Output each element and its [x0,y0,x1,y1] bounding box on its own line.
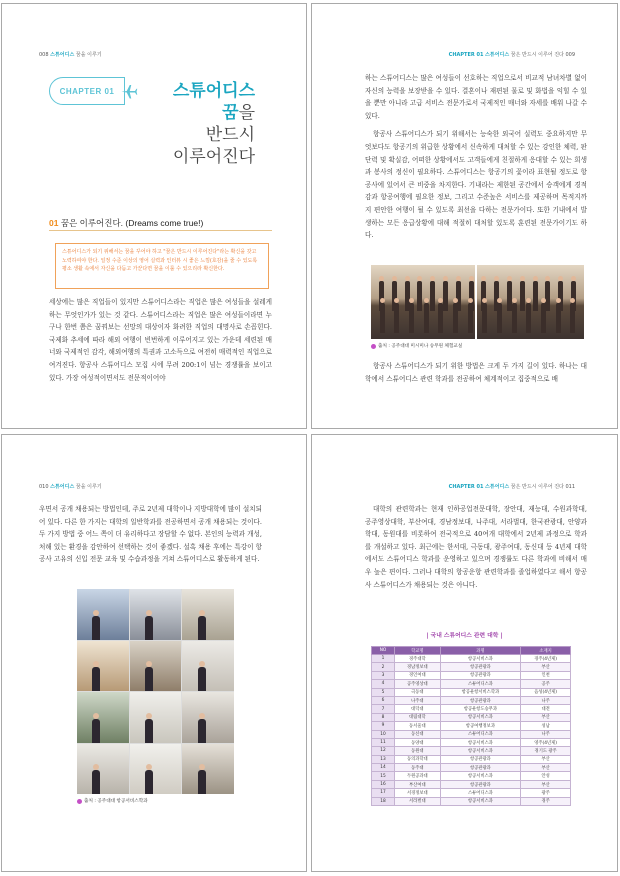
table-row [372,722,571,730]
table-body [372,655,571,806]
table-row [372,780,571,788]
row-number: 13 [372,755,395,763]
caption-text: 출처 : 공주대대 미시미나 승무원 체험교실 [378,344,463,349]
chapter-title-line-1: 스튜어디스 [172,81,255,100]
chapter-title [173,80,255,168]
school-name: 동서울대 [395,722,441,730]
running-header [449,51,575,58]
cabin-crew-group-photo [371,265,584,339]
row-number: 6 [372,696,395,704]
collage-photo [77,692,129,743]
department-name: 항공서비스과 [440,747,521,755]
department-name: 항공서비스과 [440,797,521,805]
chapter-title-line-4: 이루어진다 [172,147,255,166]
table-row [372,764,571,772]
department-name: 스튜어디스과 [440,680,521,688]
location: 공주 [521,680,571,688]
paragraph: 항공사 스튜어디스가 되기 위해서는 능숙한 외국어 실력도 중요하지만 무엇보다도 항공기의 위급한 상황에서 신속하게 대처할 수 있는 강인한 체력, 판단력 및 확실감, 어떠한 상황에서도 고객들에게 친절하게 응대할 수 있는 희생과 봉사의 정신이 필요하다. 스튜어디스는 항공기의 꽃이라 표현될 정도로 항공사에 있어서 큰 비중을 차지한다. 기내라는 제한된 공간에서 승객에게 경적감과 항공여행에 필요한 정보, 그리고 수준높은 서비스를 제공하며 목적지까지 편안한 여행이 될 수 있도록 최선을 다하는 전문가이다. 또한 기내에서 발생하는 모든 응급상황에 대해 적절히 대처할 있도록 훈련된 전문가이기도 하다. [365,130,587,240]
location: 광주 [521,789,571,797]
row-number: 5 [372,688,395,696]
table-row [372,738,571,746]
department-name: 항공관광과 [440,663,521,671]
row-number: 2 [372,663,395,671]
row-number: 17 [372,789,395,797]
paragraph: 우면서 공개 채용되는 방법인데, 주로 2년제 대학이나 지방대학에 많이 설치되어 있다. 다른 한 가지는 대학의 일반학과를 전공하면서 공개 채용되는 것이다. 두 가지 방법 중 어느 쪽이 더 유리하다고 장담할 수 없다. 본인의 능력과 개성, 처해 있는 환경을 감안하여 선택하는 것이 좋겠다. 설혹 채용 후에는 특강이 항공사 고유의 신입 전문 교육 및 수습과정을 거쳐 스튜어디스로 활동하게 된다. [39,505,262,564]
section-heading [49,217,203,229]
collage-photo [130,589,182,640]
department-name: 항공운항도승무과 [440,705,521,713]
page-011 [311,434,618,872]
chapter-title-word-dream: 꿈 [222,103,239,122]
school-name: 공주영상대 [395,680,441,688]
header-title: 꿈을 이루기 [75,52,102,58]
summary-note: 스튜어디스가 되기 위해서는 꿈을 꾸어야 하고 "꿈은 반드시 이루어진다"라는 확신을 갖고 노력하여야 한다. 일정 수준 이상의 영어 실력과 인터뷰 시 좋은 느낌(호감)을 줄 수 있도록 평소 생활 속에서 자신을 다듬고 가꾼다면 꿈을 이룰 수 있으리라 확신한다. [55,243,269,289]
location: 부산 [521,780,571,788]
header-page-number: 011 [565,484,575,490]
body-text [39,503,262,572]
page-008 [1,3,307,429]
department-name: 스튜어디스과 [440,789,521,797]
collage-photo [77,744,129,795]
chapter-title-line-2 [173,102,255,124]
paragraph: 대학의 관련학과는 현재 인하공업전문대학, 장안대, 재능대, 수원과학대, 공주영상대학, 부산여대, 경남정보대, 나주대, 서라벌대, 한국관광대, 안양과학대, 동원대를 비롯하여 전국적으로 40여개 대학에서 2년제 과정으로 학과를 개설하고 있다. 최근에는 한서대, 극동대, 광주여대, 동신대 등 4년제 대학에서도 스튜어디스 학과를 운영하고 있으며 경쟁률도 다른 학과에 비해서 매우 높은 편이다. 그러나 대학의 항공운항 관련학과를 졸업하였다고 해서 항공사 스튜어디스가 채용되는 것은 아니다. [365,505,587,589]
school-name: 대림대학 [395,713,441,721]
table-row [372,680,571,688]
table-title: | 국내 스튜어디스 관련 대학 | [426,633,503,639]
row-number: 3 [372,671,395,679]
chapter-title-particle: 을 [238,103,255,122]
crew-row-front [375,303,580,333]
location: 인천 [521,671,571,679]
school-name: 동신대 [395,730,441,738]
row-number: 16 [372,780,395,788]
body-text [49,296,272,390]
department-name: 항공서비스과 [440,655,521,663]
school-name: 대덕대 [395,705,441,713]
header-page-number: 008 [39,52,49,58]
row-number: 9 [372,722,395,730]
photo-caption [77,798,148,804]
table-row [372,789,571,797]
body-text [365,360,587,391]
row-number: 8 [372,713,395,721]
column-header: 과명 [440,647,521,655]
location: 부산 [521,663,571,671]
department-name: 항공관광과 [440,780,521,788]
table-row [372,713,571,721]
column-header: NO [372,647,395,655]
body-text [365,503,587,597]
table-row [372,747,571,755]
collage-photo [182,692,234,743]
row-number: 15 [372,772,395,780]
collage-photo [130,641,182,692]
collage-photo [77,589,129,640]
collage-photo [77,641,129,692]
location: 부산 [521,755,571,763]
department-name: 항공서비스과 [440,738,521,746]
header-chapter-label: 스튜어디스 [50,52,75,58]
school-name: 나주대 [395,696,441,704]
header-chapter-label: 스튜어디스 [485,484,510,490]
location: 경주 [521,797,571,805]
collage-photo [182,641,234,692]
caption-bullet-icon [77,799,82,804]
location: 경기도 광주 [521,747,571,755]
collage-photo [182,589,234,640]
section-divider [49,230,272,231]
page-009 [311,3,618,429]
table-row [372,663,571,671]
school-name: 경남정보대 [395,663,441,671]
location: 음성(4년제) [521,688,571,696]
page-010 [1,434,307,872]
row-number: 1 [372,655,395,663]
header-chapter-label: 스튜어디스 [485,52,510,58]
location: 영주(4년제) [521,738,571,746]
table-row [372,655,571,663]
column-header: 학교명 [395,647,441,655]
running-header [39,483,102,490]
photo-caption [371,343,462,349]
row-number: 11 [372,738,395,746]
section-title: 꿈은 이루어진다. (Dreams come true!) [60,218,204,228]
department-name: 항공운항서비스학과 [440,688,521,696]
school-name: 동양대 [395,738,441,746]
chapter-badge: CHAPTER 01 [49,77,125,105]
header-chapter-label: 스튜어디스 [50,484,75,490]
school-name: 서경정보대 [395,789,441,797]
header-page-number: 010 [39,484,49,490]
school-name: 경인여대 [395,671,441,679]
department-name: 항공여행정보과 [440,722,521,730]
running-header [449,483,575,490]
location: 나주 [521,696,571,704]
university-table [371,646,571,806]
chapter-title-line-3: 반드시 [205,125,255,144]
table-row [372,671,571,679]
school-name: 두원공과대 [395,772,441,780]
table-row [372,688,571,696]
collage-photo [130,692,182,743]
location: 나주 [521,730,571,738]
location: 부산 [521,764,571,772]
table-row [372,705,571,713]
row-number: 18 [372,797,395,805]
school-name: 동의과학대 [395,755,441,763]
department-name: 스튜어디스과 [440,730,521,738]
school-name: 부산여대 [395,780,441,788]
table-row [372,696,571,704]
school-name: 경주대학 [395,655,441,663]
department-name: 항공서비스과 [440,772,521,780]
row-number: 4 [372,680,395,688]
location: 부산 [521,713,571,721]
row-number: 14 [372,764,395,772]
caption-text: 출처 : 공주대대 항공서비스학과 [84,799,148,804]
department-name: 항공관광과 [440,755,521,763]
location: 경주(4년제) [521,655,571,663]
table-header-row [372,647,571,655]
column-header: 소재지 [521,647,571,655]
department-name: 항공관광과 [440,764,521,772]
table-row [372,755,571,763]
header-title: 꿈을 이루기 [75,484,102,490]
department-name: 항공관광과 [440,671,521,679]
table-row [372,730,571,738]
school-name: 동원대 [395,747,441,755]
header-chapter: CHAPTER 01 [448,484,484,490]
paragraph: 세상에는 많은 직업들이 있지만 스튜어디스라는 직업은 많은 여성들을 설레게 하는 무엇인가가 있는 것 같다. 스튜어디스라는 직업은 많은 여성들이라면 누구나 한번 쯤은 꿈꿔보는 선망의 대상이자 화려한 직업의 대명사로 손꼽힌다. 국제화 추세에 따라 해외 여행이 빈번하게 이루어지고 있는 가운데 세련된 매너와 국제적인 감각, 해외여행의 특권과 고소득으로 여전히 매력적인 직업으로 여겨진다. 항공사 스튜어디스 모집 시에 무려 200:1이 넘는 경쟁률을 보이고 있다. 가장 여성적이면서도 전문적이어야 [49,298,272,382]
location: 대전 [521,705,571,713]
header-title: 꿈은 반드시 이루어 진다 [510,484,564,490]
collage-photo [182,744,234,795]
body-text [365,72,587,248]
department-name: 항공서비스과 [440,713,521,721]
training-photo-collage [77,589,234,794]
header-page-number: 009 [565,52,575,58]
row-number: 10 [372,730,395,738]
row-number: 7 [372,705,395,713]
paragraph: 항공사 스튜어디스가 되기 위한 방법은 크게 두 가지 길이 있다. 하나는 대학에서 스튜어디스 관련 학과를 전공하여 체계적이고 집중적으로 배 [365,362,587,383]
location: 안성 [521,772,571,780]
paragraph: 하는 스튜어디스는 많은 여성들이 선호하는 직업으로서 비교적 남녀차별 없이 자신의 능력을 보장받을 수 있다. 결혼이나 재편된 물로 및 화법을 익힐 수 있을 뿐만 아니라 고급 서비스 전문가로서 국제적인 매너와 자세를 배워 나갈 수 있다. [365,74,587,120]
collage-photo [130,744,182,795]
header-title: 꿈은 반드시 이루어 진다 [510,52,564,58]
airplane-icon [120,82,138,100]
table-row [372,772,571,780]
caption-bullet-icon [371,344,376,349]
school-name: 동주대 [395,764,441,772]
table-row [372,797,571,805]
school-name: 극동대 [395,688,441,696]
location: 성남 [521,722,571,730]
running-header [39,51,102,58]
row-number: 12 [372,747,395,755]
header-chapter: CHAPTER 01 [448,52,484,58]
department-name: 항공관광과 [440,696,521,704]
section-number: 01 [49,218,59,228]
school-name: 서라벌대 [395,797,441,805]
